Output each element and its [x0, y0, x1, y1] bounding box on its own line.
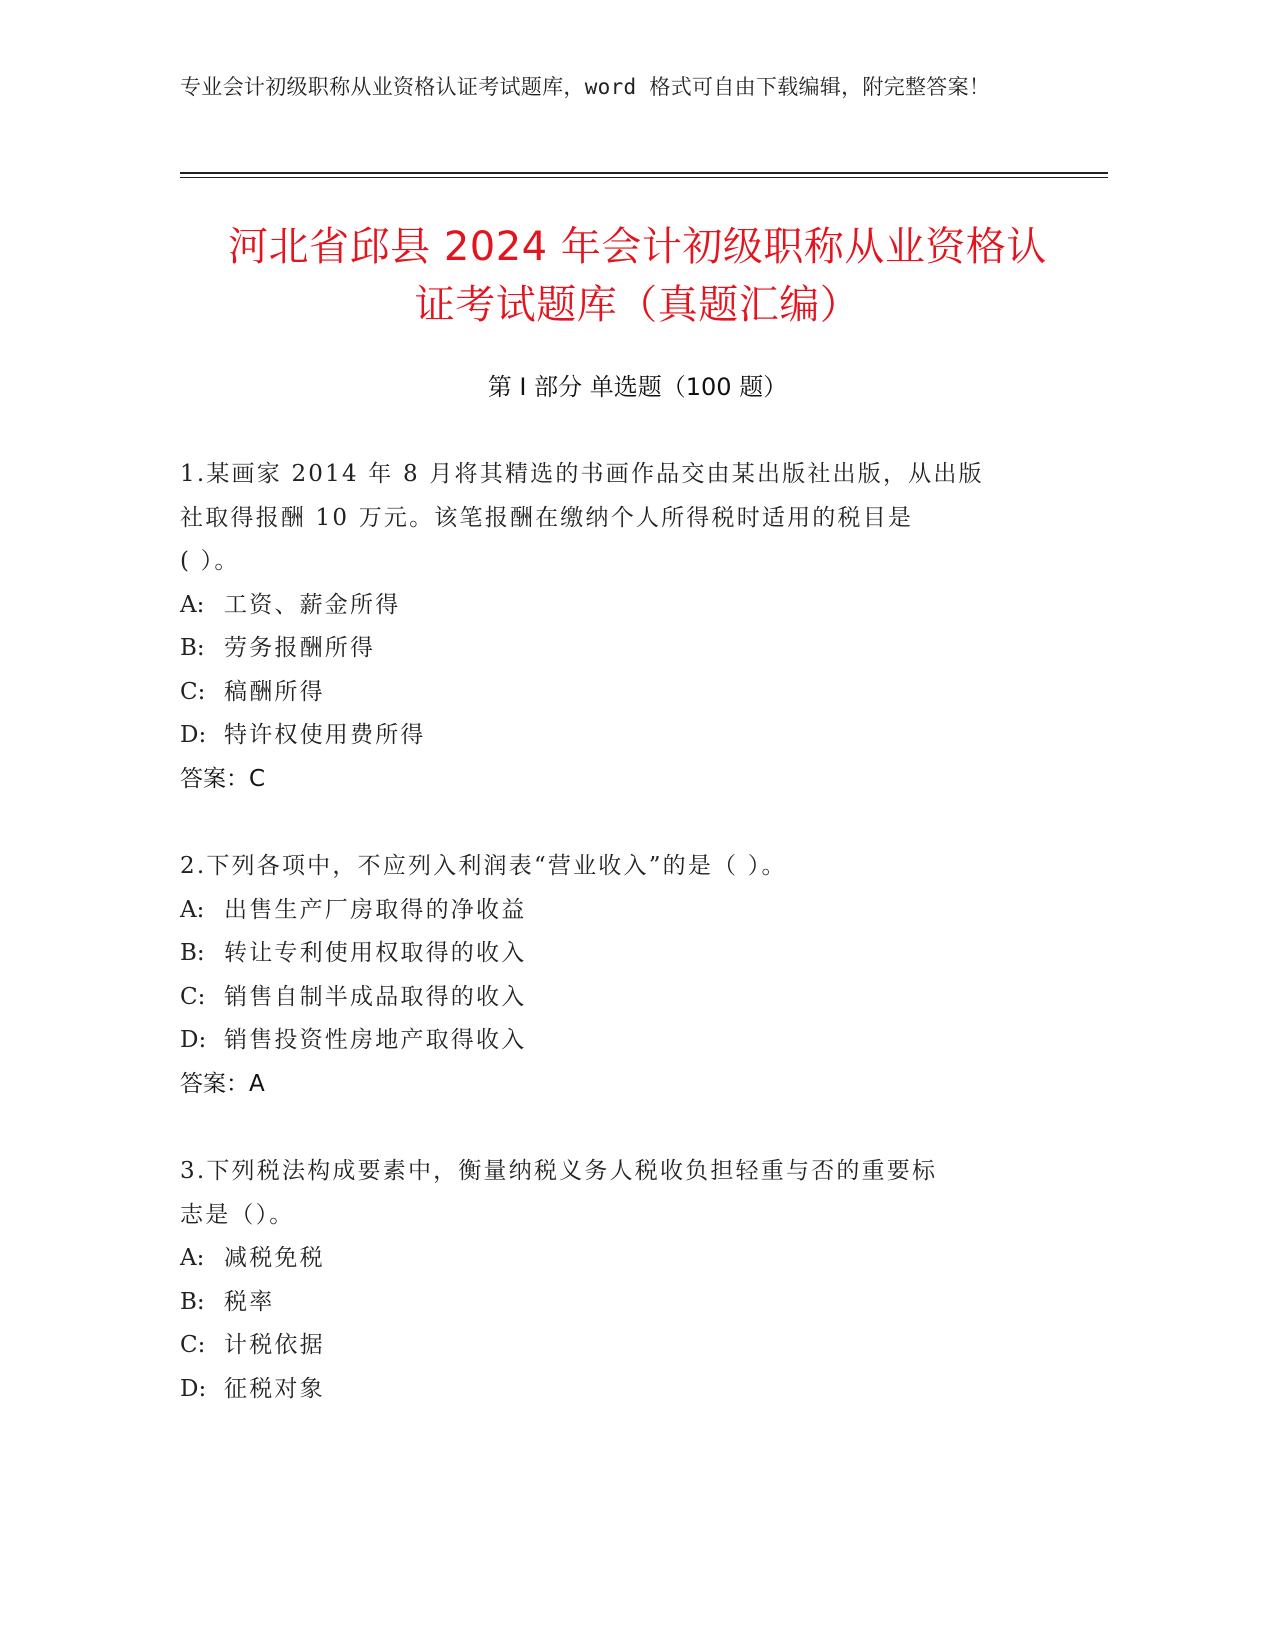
question-option: [180, 584, 1040, 628]
question-stem-line: 社取得报酬 10 万元。该笔报酬在缴纳个人所得税时适用的税目是: [180, 504, 914, 531]
question-stem-line: ( ）。: [180, 548, 240, 574]
option-text: 稿酬所得: [224, 678, 325, 705]
option-letter: C:: [180, 1332, 206, 1358]
option-text: 转让专利使用权取得的收入: [224, 940, 527, 966]
option-text: 劳务报酬所得: [224, 635, 376, 661]
question-option: [180, 1281, 1040, 1325]
section-heading: 第 I 部分 单选题（100 题）: [487, 373, 788, 401]
question-stem-line: 1.某画家 2014 年 8 月将其精选的书画作品交由某出版社出版，从出版: [180, 461, 984, 487]
option-text: 税率: [224, 1288, 275, 1315]
document-title: [150, 218, 1125, 334]
question-option: [180, 671, 1040, 715]
question-stem-line: 志是（）。: [180, 1201, 295, 1228]
option-letter: A:: [180, 591, 205, 618]
option-text: 销售投资性房地产取得收入: [224, 1027, 527, 1053]
option-letter: A:: [180, 1245, 205, 1271]
option-letter: D:: [180, 1027, 207, 1053]
question-1: [180, 453, 1040, 801]
option-letter: B:: [180, 1288, 205, 1315]
option-letter: D:: [180, 722, 207, 748]
question-option: [180, 714, 1040, 758]
question-2: [180, 845, 1040, 1106]
option-letter: B:: [180, 940, 205, 966]
question-option: [180, 1324, 1040, 1368]
header-rule-thick: [180, 172, 1108, 174]
question-option: [180, 1368, 1040, 1412]
option-text: 销售自制半成品取得的收入: [224, 983, 527, 1010]
question-option: [180, 976, 1040, 1020]
question-option: [180, 627, 1040, 671]
question-option: [180, 1237, 1040, 1281]
question-3: [180, 1150, 1040, 1411]
question-option: [180, 889, 1040, 933]
option-text: 减税免税: [224, 1245, 325, 1271]
option-text: 征税对象: [224, 1375, 325, 1402]
option-letter: C:: [180, 983, 206, 1010]
document-title-line-2: 证考试题库（真题汇编）: [414, 282, 861, 328]
header-rule-thin: [180, 177, 1108, 178]
question-option: [180, 1019, 1040, 1063]
option-letter: B:: [180, 635, 205, 661]
question-answer: 答案：C: [180, 765, 266, 792]
question-answer: 答案：A: [180, 1070, 265, 1097]
option-letter: A:: [180, 896, 205, 923]
question-stem-line: 2.下列各项中，不应列入利润表“营业收入”的是（ ）。: [180, 853, 787, 879]
question-option: [180, 932, 1040, 976]
option-text: 工资、薪金所得: [224, 591, 401, 618]
option-letter: C:: [180, 678, 206, 705]
option-letter: D:: [180, 1375, 207, 1402]
option-text: 出售生产厂房取得的净收益: [224, 896, 527, 923]
question-list: [180, 453, 1040, 1455]
question-stem-line: 3.下列税法构成要素中，衡量纳税义务人税收负担轻重与否的重要标: [180, 1158, 938, 1184]
header-note: 专业会计初级职称从业资格认证考试题库，word 格式可自由下载编辑，附完整答案！: [180, 75, 991, 99]
document-title-line-1: 河北省邱县 2024 年会计初级职称从业资格认: [228, 224, 1047, 270]
option-text: 特许权使用费所得: [224, 722, 426, 748]
option-text: 计税依据: [224, 1332, 325, 1358]
